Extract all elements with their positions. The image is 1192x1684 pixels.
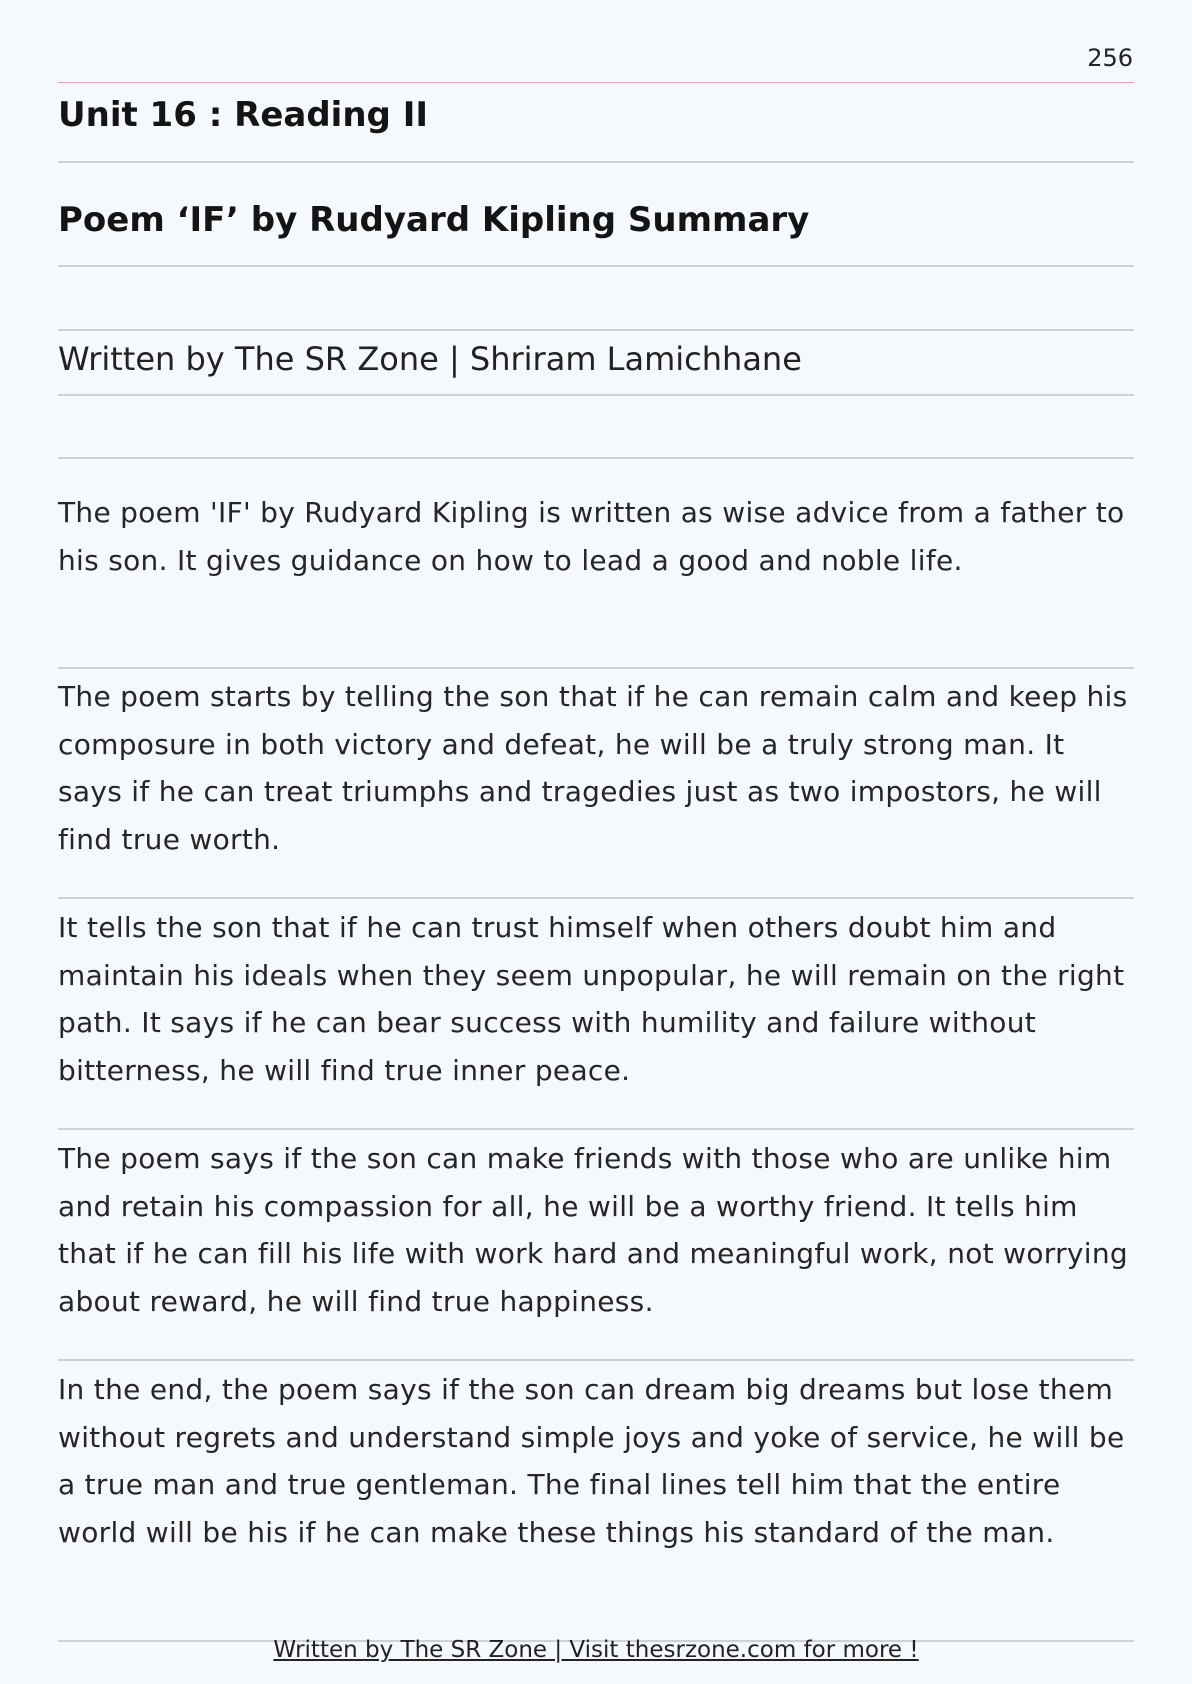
- paragraph: The poem 'IF' by Rudyard Kipling is written as wise advice from a father to his son. It gives guidance on how to lead a good and noble life.: [58, 496, 1125, 577]
- divider: [58, 329, 1134, 331]
- footer-link[interactable]: Written by The SR Zone | Visit thesrzone.com for more !: [273, 1637, 919, 1663]
- poem-title: Poem ‘IF’ by Rudyard Kipling Summary: [58, 200, 810, 240]
- byline: Written by The SR Zone | Shriram Lamichhane: [58, 340, 802, 378]
- paragraph: It tells the son that if he can trust himself when others doubt him and maintain his ideals when they seem unpopular, he will remain on the right path. It says if he can bear success with humility and failure without bitterness, he will find true inner peace.: [58, 911, 1125, 1087]
- divider: [58, 1359, 1134, 1361]
- page-number: 256: [1087, 44, 1133, 72]
- paragraph: The poem says if the son can make friends with those who are unlike him and retain his compassion for all, he will be a worthy friend. It tells him that if he can fill his life with work hard and meaningful work, not worrying about reward, he will find true happiness.: [58, 1142, 1128, 1318]
- header-divider: [58, 82, 1134, 83]
- divider: [58, 1128, 1134, 1130]
- divider: [58, 667, 1134, 669]
- paragraph: In the end, the poem says if the son can dream big dreams but lose them without regrets and understand simple joys and yoke of service, he will be a true man and true gentleman. The final lines tell him that the entire world will be his if he can make these things his standard of the man.: [58, 1373, 1125, 1549]
- divider: [58, 394, 1134, 396]
- divider: [58, 897, 1134, 899]
- divider: [58, 161, 1134, 163]
- divider: [58, 457, 1134, 459]
- paragraph: The poem starts by telling the son that if he can remain calm and keep his composure in both victory and defeat, he will be a truly strong man. It says if he can treat triumphs and tragedies just as two impostors, he will find true worth.: [58, 680, 1128, 856]
- divider: [58, 265, 1134, 267]
- unit-title: Unit 16 : Reading II: [58, 95, 428, 135]
